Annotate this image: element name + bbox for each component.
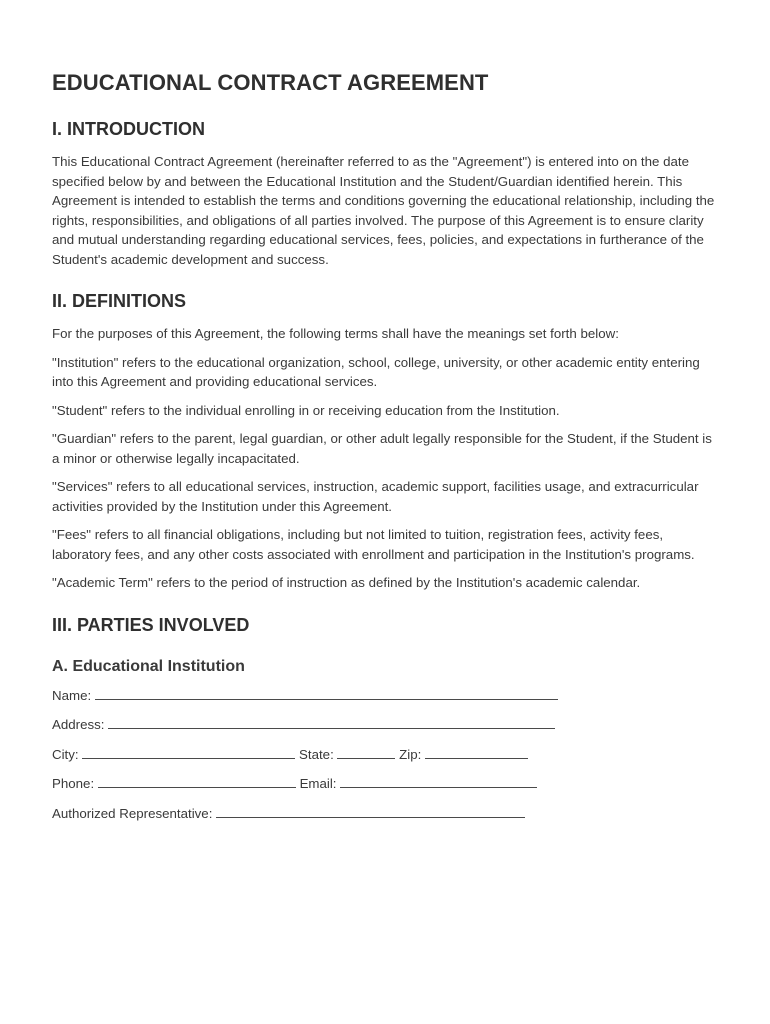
state-label: State:: [299, 746, 334, 762]
definition-student: "Student" refers to the individual enrolling in or receiving education from the Institution.: [52, 402, 560, 418]
definition-fees: "Fees" refers to all financial obligations, including but not limited to tuition, registration fees, activity fees, laboratory fees, and any other costs associated with enrollment and participation in the Institution's programs.: [52, 527, 695, 562]
definition-guardian: "Guardian" refers to the parent, legal guardian, or other adult legally responsible for the Student, if the Student is a minor or otherwise legally incapacitated.: [52, 431, 712, 466]
name-label: Name:: [52, 687, 92, 703]
definition-institution: "Institution" refers to the educational organization, school, college, university, or other academic entity entering into this Agreement and providing educational services.: [52, 354, 700, 389]
representative-field[interactable]: [216, 804, 525, 818]
institution-name-row: [52, 686, 718, 706]
institution-city-state-zip-row: [52, 745, 718, 765]
email-label: Email:: [299, 776, 337, 791]
name-field[interactable]: [95, 686, 558, 700]
address-label: Address:: [52, 717, 105, 732]
zip-label: Zip:: [399, 746, 422, 762]
definitions-intro: For the purposes of this Agreement, the following terms shall have the meanings set forth below:: [52, 326, 619, 341]
representative-label: Authorized Representative:: [52, 805, 213, 821]
section-heading-introduction: I. INTRODUCTION: [52, 119, 205, 139]
city-label: City:: [52, 746, 79, 762]
section-heading-definitions: II. DEFINITIONS: [52, 291, 187, 311]
zip-field[interactable]: [425, 745, 528, 759]
section-heading-parties: III. PARTIES INVOLVED: [52, 614, 250, 635]
city-field[interactable]: [82, 745, 295, 759]
document-title: EDUCATIONAL CONTRACT AGREEMENT: [52, 70, 489, 95]
definition-services: "Services" refers to all educational services, instruction, academic support, facilities usage, and extracurricular activities provided by the Institution under this Agreement.: [52, 479, 699, 514]
definition-academic-term: "Academic Term" refers to the period of instruction as defined by the Institution's academic calendar.: [52, 575, 641, 590]
institution-phone-email-row: [52, 774, 718, 794]
institution-address-row: [52, 715, 718, 735]
subsection-heading-institution: A. Educational Institution: [52, 657, 245, 675]
introduction-paragraph: This Educational Contract Agreement (hereinafter referred to as the "Agreement") is entered into on the date specified below by and between the Educational Institution and the Student/Guardian identified herein. This Agreement is intended to establish the terms and conditions governing the educational relationship, including the rights, responsibilities, and obligations of all parties involved. The purpose of this Agreement is to ensure clarity and mutual understanding regarding educational services, fees, policies, and expectations in furtherance of the Student's academic development and success.: [52, 154, 715, 267]
email-field[interactable]: [340, 774, 537, 788]
institution-representative-row: [52, 804, 718, 824]
phone-label: Phone:: [52, 776, 95, 791]
address-field[interactable]: [108, 715, 555, 729]
phone-field[interactable]: [98, 774, 296, 788]
state-field[interactable]: [337, 745, 395, 759]
